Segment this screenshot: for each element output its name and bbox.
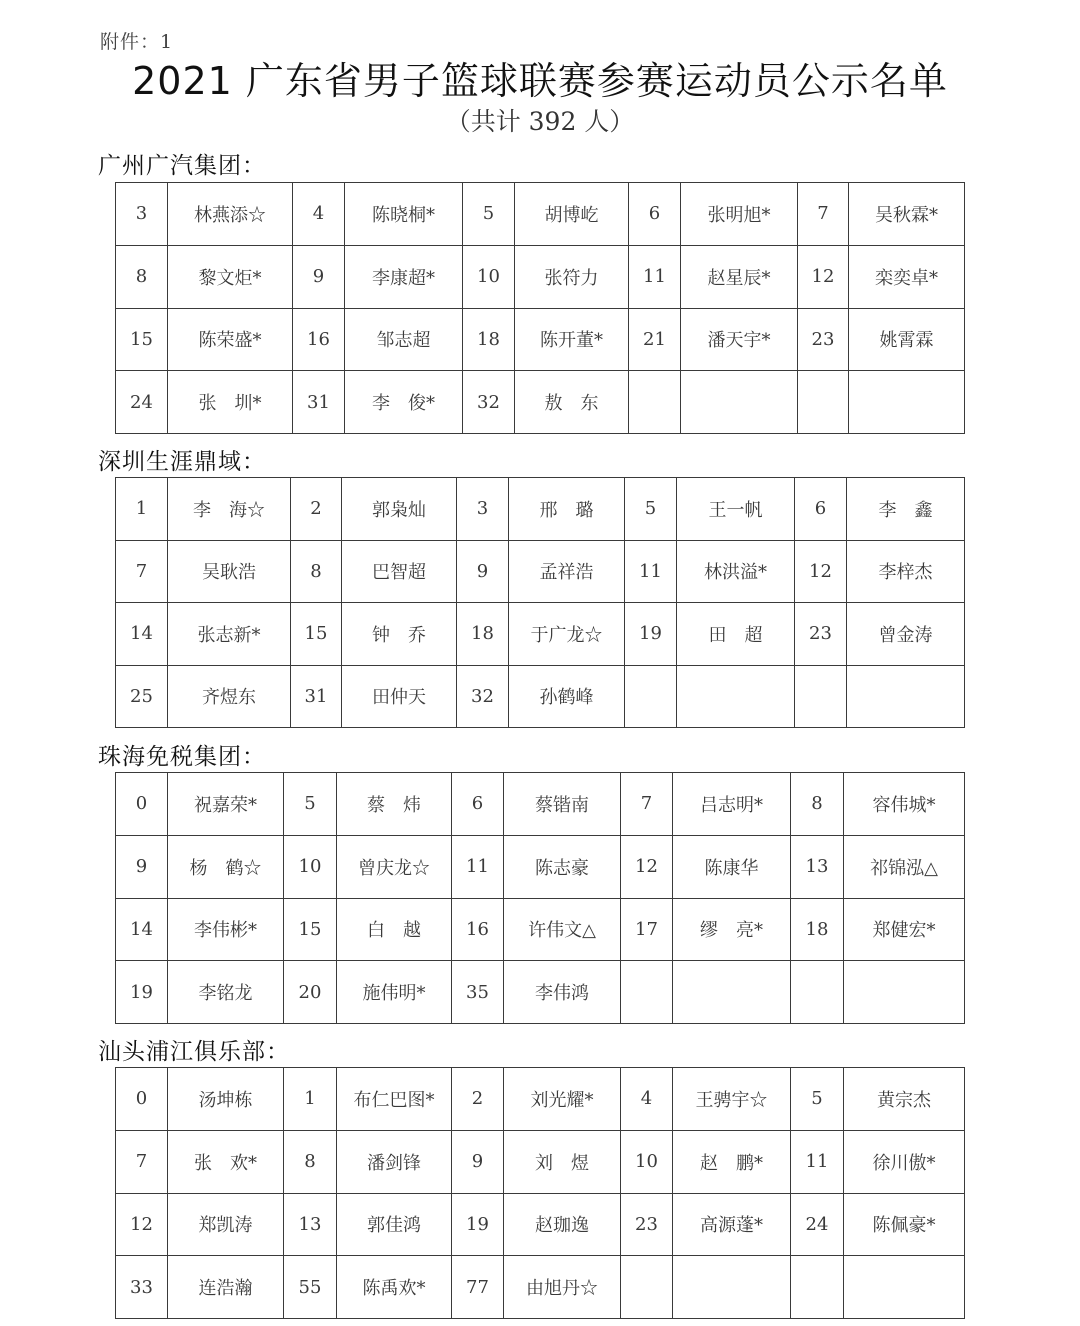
player-name: 邢 璐 [509,478,625,541]
player-name: 祁锦泓△ [844,835,965,898]
player-name: 吕志明* [673,773,791,836]
player-name: 许伟文△ [504,898,621,961]
roster-table [115,1067,965,1319]
table-row [116,603,965,666]
jersey-number: 5 [284,773,337,836]
player-name: 吴耿浩 [168,540,291,603]
player-name: 于广龙☆ [509,603,625,666]
table-row [116,1193,965,1256]
jersey-number: 7 [116,540,168,603]
table-row [116,245,965,308]
jersey-number [625,665,677,728]
player-name: 缪 亮* [673,898,791,961]
jersey-number: 9 [452,1130,504,1193]
player-name: 刘 煜 [504,1130,621,1193]
player-name: 白 越 [337,898,452,961]
player-name: 田仲天 [342,665,457,728]
player-name: 连浩瀚 [168,1256,284,1319]
player-name: 布仁巴图* [337,1068,452,1131]
jersey-number: 8 [284,1130,337,1193]
player-name [844,1256,965,1319]
player-name: 蔡锴南 [504,773,621,836]
table-row [116,540,965,603]
player-name [847,665,965,728]
jersey-number: 12 [116,1193,168,1256]
player-name: 郭枭灿 [342,478,457,541]
player-name: 汤坤栋 [168,1068,284,1131]
player-name: 孟祥浩 [509,540,625,603]
jersey-number: 24 [791,1193,844,1256]
player-name [849,371,965,434]
jersey-number: 16 [452,898,504,961]
jersey-number: 9 [457,540,509,603]
player-name: 高源蓬* [673,1193,791,1256]
team-name: 汕头浦江俱乐部： [98,1039,290,1065]
player-name: 赵 鹏* [673,1130,791,1193]
player-name: 张明旭* [681,183,798,246]
jersey-number: 5 [625,478,677,541]
table-row [116,665,965,728]
jersey-number: 12 [795,540,847,603]
table-row [116,371,965,434]
jersey-number: 1 [116,478,168,541]
player-name: 李 鑫 [847,478,965,541]
page-subtitle: （共计 392 人） [445,107,635,136]
jersey-number: 55 [284,1256,337,1319]
jersey-number: 7 [798,183,849,246]
jersey-number: 2 [452,1068,504,1131]
jersey-number: 6 [452,773,504,836]
jersey-number [629,371,681,434]
jersey-number [795,665,847,728]
jersey-number: 17 [621,898,673,961]
player-name: 李伟彬* [168,898,284,961]
player-name: 陈志豪 [504,835,621,898]
player-name: 容伟城* [844,773,965,836]
table-row [116,478,965,541]
player-name: 张符力 [515,245,629,308]
jersey-number: 6 [795,478,847,541]
jersey-number: 0 [116,773,168,836]
roster-table [115,477,965,728]
player-name: 郑健宏* [844,898,965,961]
player-name: 齐煜东 [168,665,291,728]
player-name: 黎文炬* [168,245,293,308]
player-name: 李 俊* [345,371,463,434]
player-name: 陈佩豪* [844,1193,965,1256]
jersey-number: 31 [293,371,345,434]
jersey-number: 23 [798,308,849,371]
jersey-number: 35 [452,961,504,1024]
player-name: 李梓杰 [847,540,965,603]
jersey-number: 18 [791,898,844,961]
jersey-number: 14 [116,603,168,666]
jersey-number: 20 [284,961,337,1024]
player-name: 钟 乔 [342,603,457,666]
jersey-number: 14 [116,898,168,961]
player-name: 李 海☆ [168,478,291,541]
jersey-number: 11 [629,245,681,308]
player-name: 林洪溢* [677,540,795,603]
jersey-number: 19 [625,603,677,666]
jersey-number: 4 [293,183,345,246]
jersey-number: 10 [463,245,515,308]
player-name: 曾庆龙☆ [337,835,452,898]
player-name: 姚霄霖 [849,308,965,371]
player-name: 吴秋霖* [849,183,965,246]
player-name: 杨 鹤☆ [168,835,284,898]
player-name: 黄宗杰 [844,1068,965,1131]
player-name: 曾金涛 [847,603,965,666]
page-title: 2021 广东省男子篮球联赛参赛运动员公示名单 [132,59,948,103]
jersey-number: 10 [621,1130,673,1193]
jersey-number: 11 [791,1130,844,1193]
jersey-number: 18 [463,308,515,371]
player-name: 张 圳* [168,371,293,434]
player-name: 祝嘉荣* [168,773,284,836]
player-name: 陈开董* [515,308,629,371]
jersey-number: 8 [116,245,168,308]
jersey-number: 33 [116,1256,168,1319]
table-row [116,308,965,371]
jersey-number: 77 [452,1256,504,1319]
jersey-number: 15 [284,898,337,961]
player-name: 栾奕卓* [849,245,965,308]
jersey-number: 8 [291,540,342,603]
player-name: 陈荣盛* [168,308,293,371]
jersey-number: 5 [463,183,515,246]
table-row [116,183,965,246]
player-name: 胡博屹 [515,183,629,246]
jersey-number: 32 [457,665,509,728]
player-name: 陈晓桐* [345,183,463,246]
player-name: 郑凯涛 [168,1193,284,1256]
jersey-number: 13 [284,1193,337,1256]
jersey-number: 32 [463,371,515,434]
jersey-number: 1 [284,1068,337,1131]
table-row [116,961,965,1024]
player-name [673,1256,791,1319]
player-name: 巴智超 [342,540,457,603]
attachment-label: 附件：1 [100,31,174,53]
jersey-number: 6 [629,183,681,246]
jersey-number: 10 [284,835,337,898]
jersey-number: 0 [116,1068,168,1131]
player-name: 蔡 炜 [337,773,452,836]
player-name: 王一帆 [677,478,795,541]
jersey-number: 24 [116,371,168,434]
player-name: 刘光耀* [504,1068,621,1131]
player-name: 施伟明* [337,961,452,1024]
player-name [681,371,798,434]
table-row [116,835,965,898]
jersey-number: 25 [116,665,168,728]
team-name: 深圳生涯鼎域： [98,449,266,475]
jersey-number [621,961,673,1024]
jersey-number: 4 [621,1068,673,1131]
jersey-number: 3 [457,478,509,541]
jersey-number: 15 [116,308,168,371]
player-name: 张志新* [168,603,291,666]
player-name: 陈康华 [673,835,791,898]
jersey-number: 9 [293,245,345,308]
jersey-number [791,961,844,1024]
player-name: 李铭龙 [168,961,284,1024]
roster-table [115,772,965,1024]
jersey-number [791,1256,844,1319]
jersey-number: 2 [291,478,342,541]
team-name: 广州广汽集团： [98,153,266,179]
player-name: 邹志超 [345,308,463,371]
player-name: 孙鹤峰 [509,665,625,728]
player-name: 潘天宇* [681,308,798,371]
jersey-number: 11 [625,540,677,603]
jersey-number: 19 [116,961,168,1024]
jersey-number [621,1256,673,1319]
jersey-number: 23 [621,1193,673,1256]
player-name: 郭佳鸿 [337,1193,452,1256]
player-name: 赵珈逸 [504,1193,621,1256]
player-name: 陈禹欢* [337,1256,452,1319]
player-name: 李康超* [345,245,463,308]
table-row [116,1130,965,1193]
roster-table [115,182,965,434]
team-name: 珠海免税集团： [98,744,266,770]
jersey-number: 16 [293,308,345,371]
player-name: 徐川傲* [844,1130,965,1193]
player-name [673,961,791,1024]
jersey-number: 3 [116,183,168,246]
jersey-number: 18 [457,603,509,666]
table-row [116,1068,965,1131]
player-name: 王骋宇☆ [673,1068,791,1131]
jersey-number: 23 [795,603,847,666]
player-name [677,665,795,728]
player-name: 李伟鸿 [504,961,621,1024]
player-name: 敖 东 [515,371,629,434]
jersey-number [798,371,849,434]
table-row [116,773,965,836]
jersey-number: 9 [116,835,168,898]
jersey-number: 13 [791,835,844,898]
jersey-number: 19 [452,1193,504,1256]
jersey-number: 31 [291,665,342,728]
jersey-number: 15 [291,603,342,666]
jersey-number: 12 [621,835,673,898]
jersey-number: 7 [116,1130,168,1193]
jersey-number: 12 [798,245,849,308]
jersey-number: 8 [791,773,844,836]
player-name: 林燕添☆ [168,183,293,246]
jersey-number: 11 [452,835,504,898]
player-name: 由旭丹☆ [504,1256,621,1319]
player-name: 田 超 [677,603,795,666]
player-name: 张 欢* [168,1130,284,1193]
player-name: 赵星辰* [681,245,798,308]
jersey-number: 7 [621,773,673,836]
player-name: 潘剑锋 [337,1130,452,1193]
jersey-number: 21 [629,308,681,371]
table-row [116,898,965,961]
table-row [116,1256,965,1319]
jersey-number: 5 [791,1068,844,1131]
player-name [844,961,965,1024]
